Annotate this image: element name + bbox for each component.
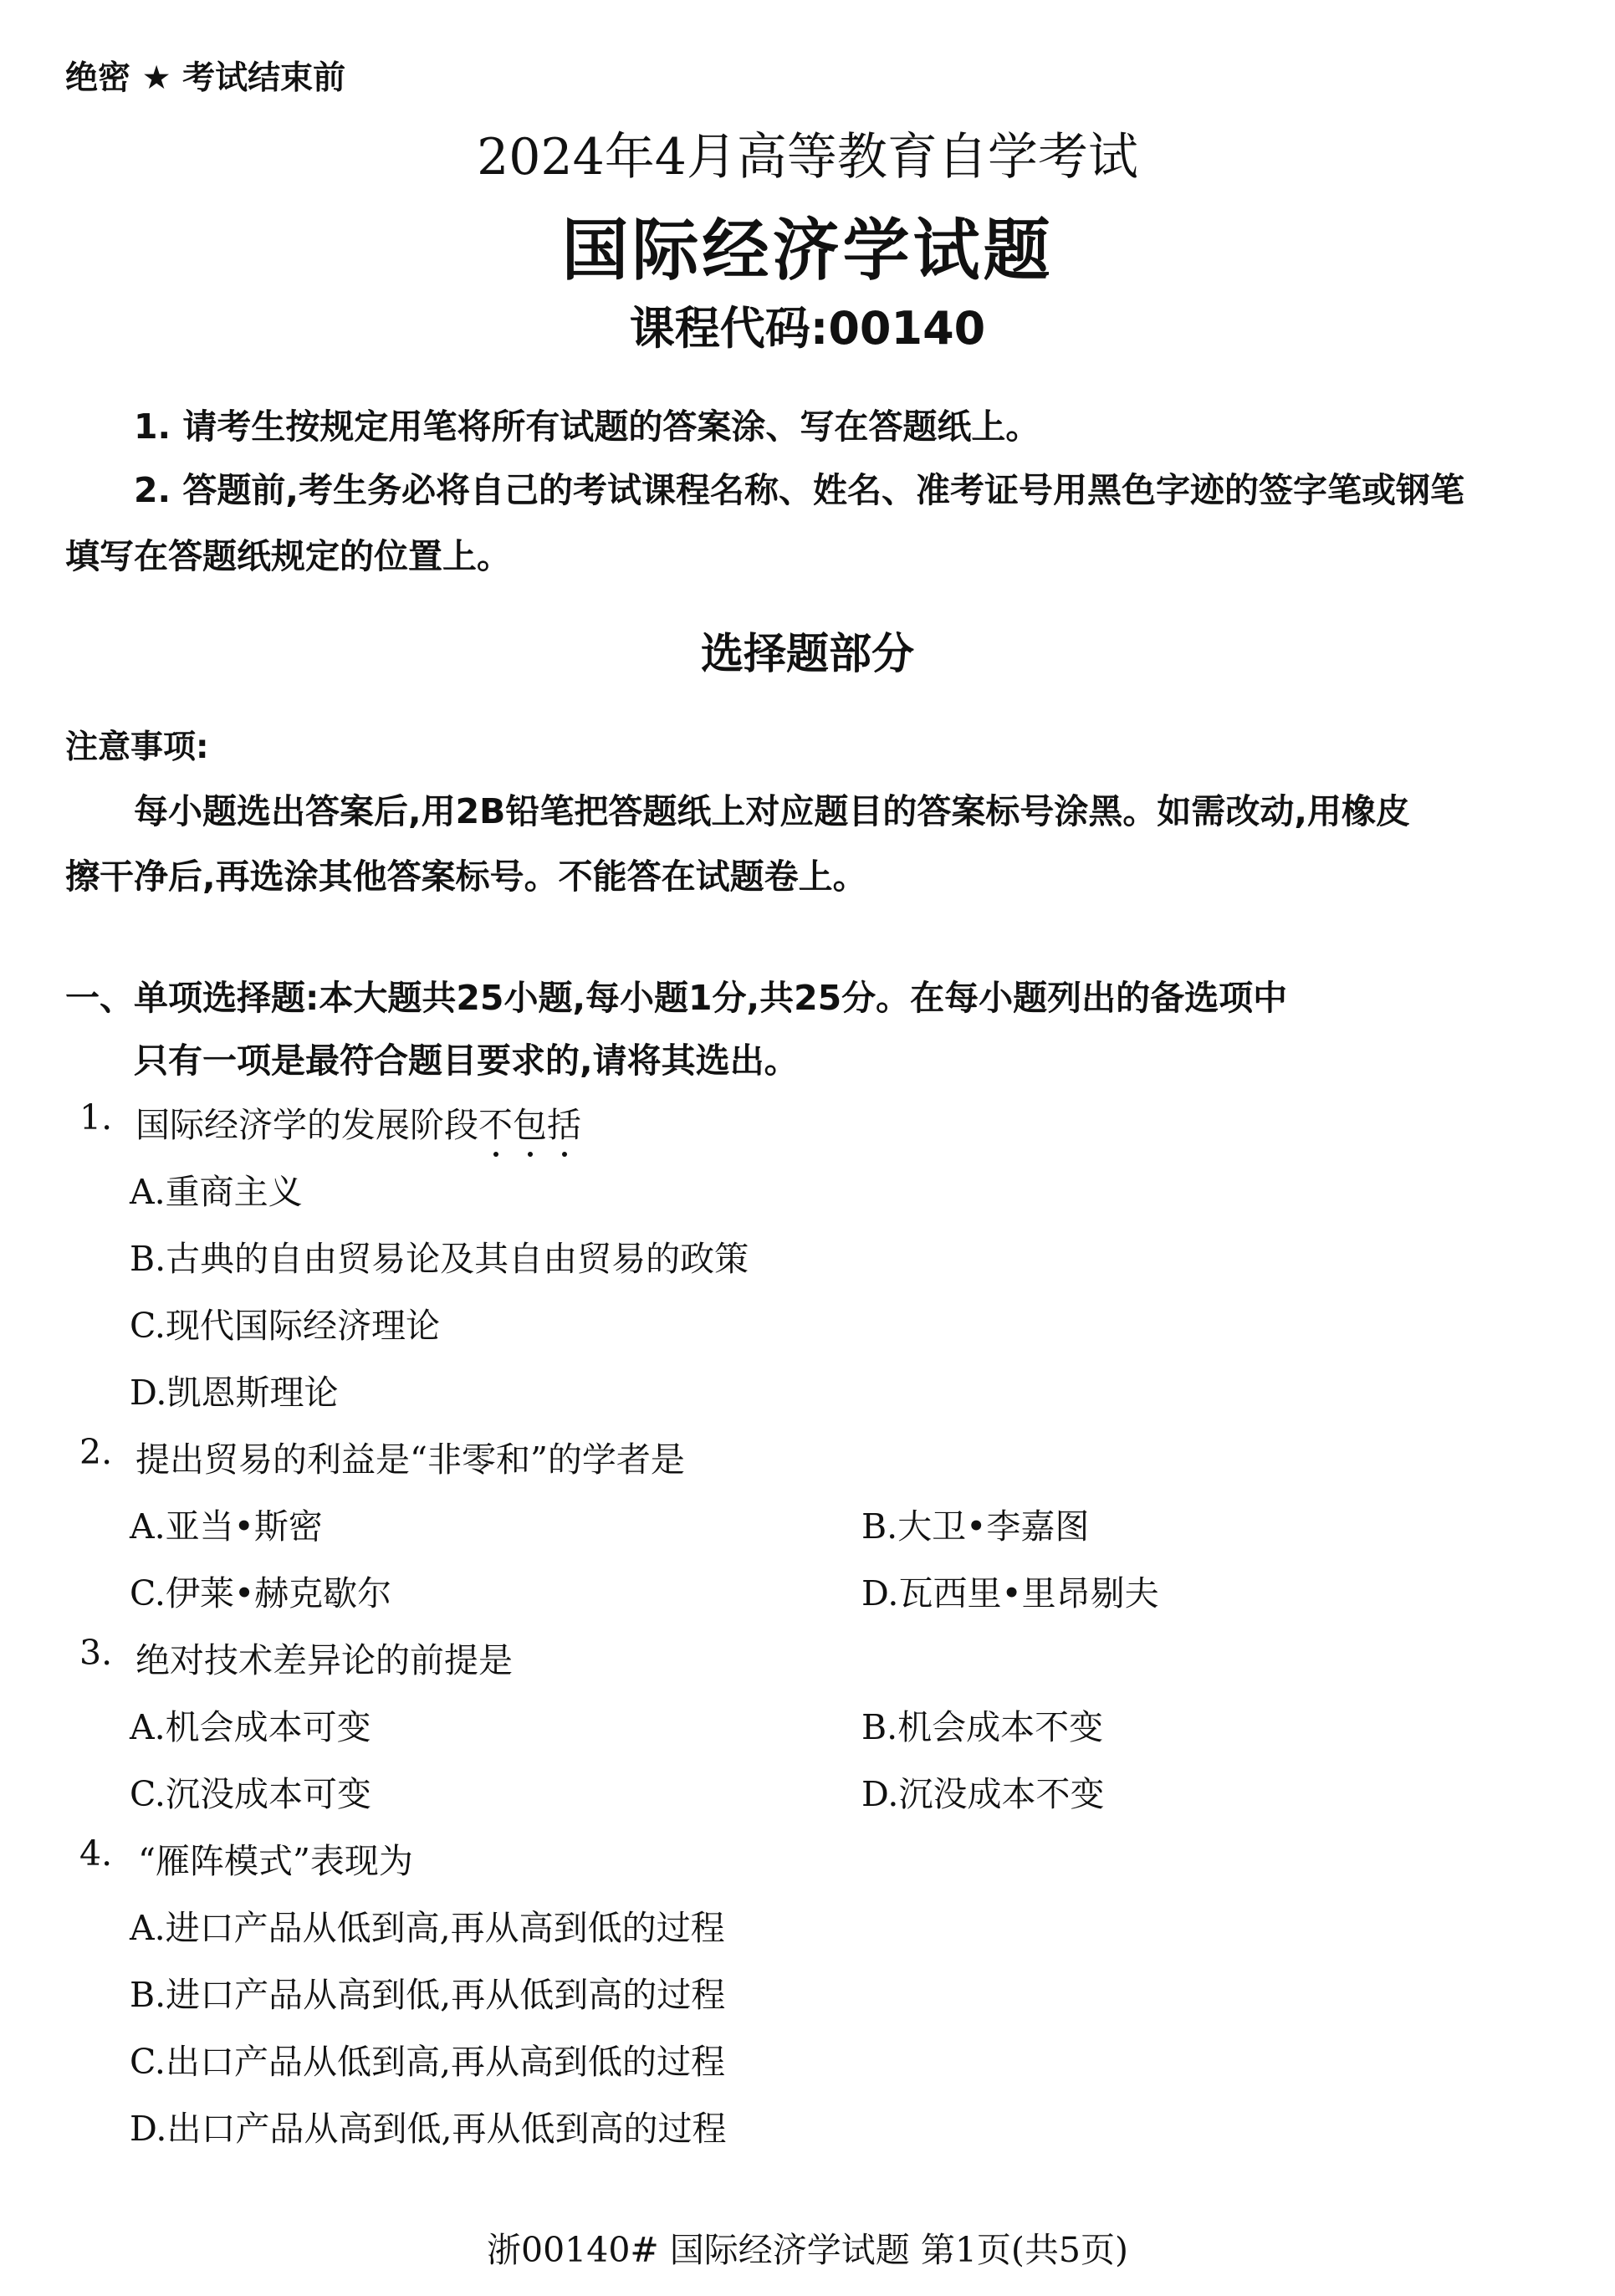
emphasis-char: 括 xyxy=(547,1105,581,1145)
confidential-label: 绝密 ★ 考试结束前 xyxy=(65,59,346,97)
question-3-number: 3. xyxy=(79,1633,113,1673)
question-4-option-b: B.进口产品从高到低,再从低到高的过程 xyxy=(130,1975,726,2015)
section-heading: 选择题部分 xyxy=(700,630,914,679)
notes-label: 注意事项: xyxy=(65,729,209,766)
question-1-option-b: B.古典的自由贸易论及其自由贸易的政策 xyxy=(130,1239,749,1279)
question-3-stem: 绝对技术差异论的前提是 xyxy=(135,1640,513,1680)
question-1-number: 1. xyxy=(79,1097,113,1138)
question-2-option-b: B.大卫•李嘉图 xyxy=(861,1506,1090,1547)
question-1-stem xyxy=(135,1097,581,1147)
question-1-option-c: C.现代国际经济理论 xyxy=(130,1306,440,1346)
question-4-stem: “雁阵模式”表现为 xyxy=(138,1841,413,1881)
question-2-number: 2. xyxy=(79,1432,113,1472)
question-1-option-a: A.重商主义 xyxy=(130,1172,303,1212)
subject-title: 国际经济学试题 xyxy=(561,212,1054,289)
page-footer: 浙00140# 国际经济学试题 第1页(共5页) xyxy=(486,2230,1128,2270)
question-4-option-a: A.进口产品从低到高,再从高到低的过程 xyxy=(130,1908,725,1948)
question-4-option-d: D.出口产品从高到低,再从低到高的过程 xyxy=(130,2109,727,2149)
question-2-option-a: A.亚当•斯密 xyxy=(130,1506,323,1547)
question-2-option-d: D.瓦西里•里昂剔夫 xyxy=(861,1573,1159,1613)
part1-heading-line-2: 只有一项是最符合题目要求的,请将其选出。 xyxy=(134,1041,799,1081)
question-3-option-a: A.机会成本可变 xyxy=(130,1707,371,1747)
question-4-option-c: C.出口产品从低到高,再从高到低的过程 xyxy=(130,2042,725,2082)
notes-line-1: 每小题选出答案后,用2B铅笔把答题纸上对应题目的答案标号涂黑。如需改动,用橡皮 xyxy=(134,791,1410,831)
question-2-stem: 提出贸易的利益是“非零和”的学者是 xyxy=(135,1439,685,1480)
part1-heading-line-1: 一、单项选择题:本大题共25小题,每小题1分,共25分。在每小题列出的备选项中 xyxy=(65,978,1288,1018)
instruction-2: 2. 答题前,考生务必将自己的考试课程名称、姓名、准考证号用黑色字迹的签字笔或钢笔 xyxy=(134,470,1464,510)
question-1-stem-text: 国际经济学的发展阶段 xyxy=(135,1105,478,1145)
question-3-option-c: C.沉没成本可变 xyxy=(130,1774,371,1814)
question-2-option-c: C.伊莱•赫克歇尔 xyxy=(130,1573,392,1613)
question-4-number: 4. xyxy=(79,1833,113,1874)
emphasis-char: 包 xyxy=(513,1105,547,1145)
question-3-option-d: D.沉没成本不变 xyxy=(861,1774,1105,1814)
question-3-option-b: B.机会成本不变 xyxy=(861,1707,1104,1747)
course-code: 课程代码:00140 xyxy=(629,302,986,355)
emphasis-char: 不 xyxy=(478,1105,513,1145)
instruction-2-continued: 填写在答题纸规定的位置上。 xyxy=(65,536,511,576)
notes-line-2: 擦干净后,再选涂其他答案标号。不能答在试题卷上。 xyxy=(65,857,867,897)
exam-title: 2024年4月高等教育自学考试 xyxy=(477,128,1138,187)
question-1-option-d: D.凯恩斯理论 xyxy=(130,1373,339,1413)
instruction-1: 1. 请考生按规定用笔将所有试题的答案涂、写在答题纸上。 xyxy=(134,407,1040,447)
